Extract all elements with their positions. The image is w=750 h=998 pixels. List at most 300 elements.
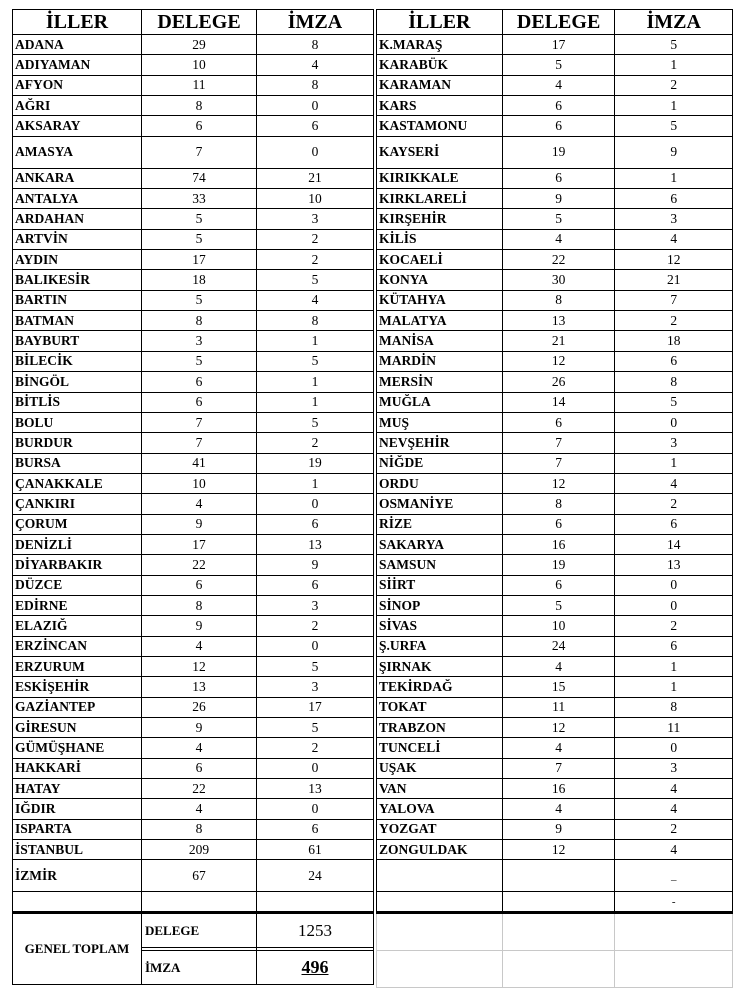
delege-count: 67 [142,860,257,892]
province-row [13,616,374,636]
delege-count: 5 [502,55,615,75]
province-name: TRABZON [377,718,503,738]
imza-count: 11 [615,718,733,738]
imza-count: 0 [257,799,374,819]
delege-count: 6 [142,116,257,136]
imza-count: 1 [615,453,733,473]
province-row [13,136,374,168]
province-row [13,494,374,514]
province-row [377,860,733,892]
province-name: KİLİS [377,229,503,249]
imza-count: 14 [615,534,733,554]
imza-count: 0 [257,96,374,116]
delege-count: 12 [502,840,615,860]
delege-count: 7 [502,758,615,778]
province-name: BARTIN [13,290,142,310]
province-name: MUŞ [377,412,503,432]
province-row [13,412,374,432]
province-row [13,656,374,676]
province-row [377,840,733,860]
province-row [377,55,733,75]
delege-count: 29 [142,35,257,55]
delege-count: 19 [502,136,615,168]
blank-cell [142,892,257,912]
delege-count: 4 [502,799,615,819]
province-row [377,35,733,55]
province-row [13,840,374,860]
province-row [13,331,374,351]
province-name: HATAY [13,779,142,799]
province-row [377,534,733,554]
header-imza: İMZA [257,10,374,35]
province-row [13,555,374,575]
right-provinces-table [376,9,733,912]
imza-count: 2 [615,494,733,514]
delege-count: 6 [142,372,257,392]
delege-count: 15 [502,677,615,697]
delege-count: 18 [142,270,257,290]
province-row [13,372,374,392]
province-name: ZONGULDAK [377,840,503,860]
province-name: DİYARBAKIR [13,555,142,575]
delege-count: 8 [142,96,257,116]
delege-count: 33 [142,189,257,209]
delege-count: 3 [142,331,257,351]
province-name: ERZURUM [13,656,142,676]
delege-count: 209 [142,840,257,860]
province-row [377,799,733,819]
province-name: KONYA [377,270,503,290]
right-header-row [377,10,733,35]
province-row [377,270,733,290]
province-name: MANİSA [377,331,503,351]
province-row [13,779,374,799]
delege-count: 12 [502,351,615,371]
province-row [377,738,733,758]
empty-cell [615,951,733,988]
province-name: MERSİN [377,372,503,392]
imza-count: 2 [257,738,374,758]
imza-count: 4 [257,290,374,310]
total-imza-value: 496 [257,951,374,985]
province-name: ÇANKIRI [13,494,142,514]
province-name: BAYBURT [13,331,142,351]
imza-count: 24 [257,860,374,892]
province-row [377,209,733,229]
province-row [13,636,374,656]
delege-count: 12 [502,718,615,738]
province-name: TUNCELİ [377,738,503,758]
empty-cell [377,951,503,988]
province-name: KASTAMONU [377,116,503,136]
province-row [13,189,374,209]
delege-count: 8 [142,595,257,615]
imza-count: 0 [615,738,733,758]
imza-count: 13 [257,779,374,799]
imza-count: 5 [257,351,374,371]
delege-count: 6 [502,96,615,116]
left-header-row [13,10,374,35]
province-row [13,96,374,116]
delege-count: 7 [142,433,257,453]
imza-count: 3 [257,677,374,697]
delege-count: 4 [142,494,257,514]
province-row [13,168,374,188]
delege-count: 4 [142,636,257,656]
delege-count: 11 [142,75,257,95]
province-row [13,718,374,738]
province-name: ORDU [377,473,503,493]
province-row [377,453,733,473]
delege-count: 7 [142,412,257,432]
delege-count: 19 [502,555,615,575]
imza-count: 3 [257,209,374,229]
province-row [13,392,374,412]
delege-count: 4 [502,75,615,95]
imza-count: 6 [257,116,374,136]
province-name: SİİRT [377,575,503,595]
delege-count: 6 [502,168,615,188]
header-iller: İLLER [377,10,503,35]
province-name: ARTVİN [13,229,142,249]
province-row [13,351,374,371]
imza-count: 19 [257,453,374,473]
province-row [377,229,733,249]
total-imza-label: İMZA [142,951,257,985]
province-name: ISPARTA [13,819,142,839]
imza-count: 6 [257,514,374,534]
delege-count: 10 [502,616,615,636]
empty-cell [615,913,733,951]
imza-count: 2 [257,229,374,249]
province-row [377,758,733,778]
province-row [13,575,374,595]
delege-count: 9 [142,718,257,738]
province-row [13,453,374,473]
imza-count: 3 [615,758,733,778]
delege-count: 6 [502,412,615,432]
empty-row [377,913,733,951]
delege-count: 7 [502,433,615,453]
province-name: YALOVA [377,799,503,819]
imza-count: 5 [615,35,733,55]
imza-count: 1 [615,656,733,676]
province-name: NEVŞEHİR [377,433,503,453]
province-name: KOCAELİ [377,250,503,270]
empty-cell [502,951,615,988]
delege-count: 5 [142,229,257,249]
imza-count: 3 [257,595,374,615]
delege-count: 41 [142,453,257,473]
province-row [377,311,733,331]
delege-count: 9 [502,819,615,839]
blank-cell [13,892,142,912]
imza-count: 2 [615,311,733,331]
province-name: SAKARYA [377,534,503,554]
province-row [377,75,733,95]
delege-count: 6 [502,575,615,595]
delege-count: 17 [142,250,257,270]
province-row [13,819,374,839]
imza-count: 13 [615,555,733,575]
province-name: ANKARA [13,168,142,188]
imza-count: 2 [257,616,374,636]
province-row [13,55,374,75]
delege-count: 7 [502,453,615,473]
empty-cell [377,913,503,951]
imza-count: 1 [257,473,374,493]
province-row [377,412,733,432]
province-name: DÜZCE [13,575,142,595]
province-row [13,229,374,249]
imza-count: 1 [615,677,733,697]
imza-count: 1 [615,55,733,75]
imza-count: 0 [257,636,374,656]
delege-count: 5 [502,595,615,615]
imza-count: 17 [257,697,374,717]
delege-count: 13 [142,677,257,697]
delege-count: 13 [502,311,615,331]
imza-count: - [615,892,733,912]
imza-count: 12 [615,250,733,270]
province-row [377,433,733,453]
province-name: GÜMÜŞHANE [13,738,142,758]
province-row [377,392,733,412]
imza-count: 4 [257,55,374,75]
totals-delege-row [13,913,374,948]
imza-count: 6 [615,189,733,209]
province-name: BURDUR [13,433,142,453]
province-row [377,514,733,534]
province-row [13,534,374,554]
delege-count: 17 [142,534,257,554]
province-row [13,799,374,819]
province-row [377,250,733,270]
province-row [377,136,733,168]
imza-count: 4 [615,473,733,493]
province-name: ADIYAMAN [13,55,142,75]
imza-count: 1 [257,392,374,412]
province-row [377,116,733,136]
province-row [13,595,374,615]
imza-count: 0 [257,136,374,168]
right-empty-grid [376,912,733,988]
province-name: KARAMAN [377,75,503,95]
imza-count: 2 [615,75,733,95]
delege-count: 8 [502,494,615,514]
delege-count: 6 [502,116,615,136]
imza-count: 6 [257,575,374,595]
province-row [377,819,733,839]
province-row [377,656,733,676]
delege-count: 11 [502,697,615,717]
delege-count: 4 [502,656,615,676]
delege-count: 6 [502,514,615,534]
province-name: SAMSUN [377,555,503,575]
province-name: BURSA [13,453,142,473]
province-name: KAYSERİ [377,136,503,168]
province-row [13,311,374,331]
province-row [377,96,733,116]
imza-count: 8 [615,697,733,717]
delege-count: 30 [502,270,615,290]
imza-count: 2 [257,250,374,270]
delege-count: 5 [142,351,257,371]
delege-count: 4 [502,738,615,758]
imza-count: 6 [615,351,733,371]
delege-count: 5 [502,209,615,229]
province-name: ARDAHAN [13,209,142,229]
imza-count: 4 [615,779,733,799]
imza-count: 5 [257,718,374,738]
delege-count [502,892,615,912]
province-name: ADANA [13,35,142,55]
header-iller: İLLER [13,10,142,35]
empty-cell [502,913,615,951]
delege-count: 4 [142,799,257,819]
imza-count: 5 [257,656,374,676]
delege-count: 8 [502,290,615,310]
delege-count: 9 [502,189,615,209]
province-row [13,35,374,55]
province-row [377,779,733,799]
province-name: HAKKARİ [13,758,142,778]
delege-count: 5 [142,290,257,310]
imza-count: 6 [615,514,733,534]
province-row [13,758,374,778]
province-row [377,494,733,514]
delege-count: 22 [502,250,615,270]
province-row [13,514,374,534]
province-name: KARS [377,96,503,116]
imza-count: 1 [615,96,733,116]
imza-count: 2 [257,433,374,453]
province-name: ANTALYA [13,189,142,209]
province-row [377,595,733,615]
province-name: GAZİANTEP [13,697,142,717]
imza-count: 21 [257,168,374,188]
imza-count: 8 [257,75,374,95]
province-name: UŞAK [377,758,503,778]
imza-count: 3 [615,209,733,229]
province-name: MALATYA [377,311,503,331]
province-name: İSTANBUL [13,840,142,860]
province-name: MARDİN [377,351,503,371]
delege-count: 21 [502,331,615,351]
imza-count: 2 [615,616,733,636]
delege-count [502,860,615,892]
imza-count: 10 [257,189,374,209]
province-row [13,250,374,270]
imza-count: 61 [257,840,374,860]
delege-count: 17 [502,35,615,55]
province-name: ERZİNCAN [13,636,142,656]
delege-count: 6 [142,758,257,778]
imza-count: 0 [615,575,733,595]
province-row [13,209,374,229]
province-name: KARABÜK [377,55,503,75]
province-name: KIRIKKALE [377,168,503,188]
province-name: BİLECİK [13,351,142,371]
imza-count: 2 [615,819,733,839]
imza-count: 6 [257,819,374,839]
delege-count: 8 [142,819,257,839]
province-name: KÜTAHYA [377,290,503,310]
province-name: GİRESUN [13,718,142,738]
province-name: OSMANİYE [377,494,503,514]
province-name [377,892,503,912]
province-name: YOZGAT [377,819,503,839]
province-row [13,116,374,136]
province-name: TEKİRDAĞ [377,677,503,697]
imza-count: 5 [257,412,374,432]
province-row [377,697,733,717]
province-name: ÇORUM [13,514,142,534]
province-name: RİZE [377,514,503,534]
delege-count: 10 [142,55,257,75]
header-imza: İMZA [615,10,733,35]
province-name: Ş.URFA [377,636,503,656]
imza-count: 9 [615,136,733,168]
province-name: İZMİR [13,860,142,892]
province-row [377,575,733,595]
delege-count: 6 [142,392,257,412]
province-name: ŞIRNAK [377,656,503,676]
province-row [13,473,374,493]
delege-count: 4 [142,738,257,758]
imza-count: 4 [615,799,733,819]
province-row [377,168,733,188]
province-row [13,270,374,290]
left-provinces-table [12,9,374,912]
province-name: ÇANAKKALE [13,473,142,493]
province-name: AMASYA [13,136,142,168]
province-name: K.MARAŞ [377,35,503,55]
province-row [377,616,733,636]
province-row [13,697,374,717]
delege-count: 22 [142,779,257,799]
delege-count: 26 [502,372,615,392]
province-row [13,677,374,697]
empty-row [377,951,733,988]
delege-count: 10 [142,473,257,493]
province-row [377,351,733,371]
delege-count: 6 [142,575,257,595]
province-row [377,473,733,493]
delege-count: 16 [502,534,615,554]
province-name: MUĞLA [377,392,503,412]
province-name: NİĞDE [377,453,503,473]
imza-count: 8 [615,372,733,392]
delege-count: 8 [142,311,257,331]
header-delege: DELEGE [502,10,615,35]
header-delege: DELEGE [142,10,257,35]
province-name: AYDIN [13,250,142,270]
delege-count: 12 [502,473,615,493]
province-name: VAN [377,779,503,799]
province-name: BOLU [13,412,142,432]
grand-total-label: GENEL TOPLAM [13,913,142,985]
province-name: EDİRNE [13,595,142,615]
imza-count: 9 [257,555,374,575]
imza-count: 5 [615,392,733,412]
imza-count: 0 [257,494,374,514]
imza-count: 4 [615,840,733,860]
province-row [377,636,733,656]
province-name: DENİZLİ [13,534,142,554]
imza-count: 8 [257,35,374,55]
delege-count: 9 [142,514,257,534]
